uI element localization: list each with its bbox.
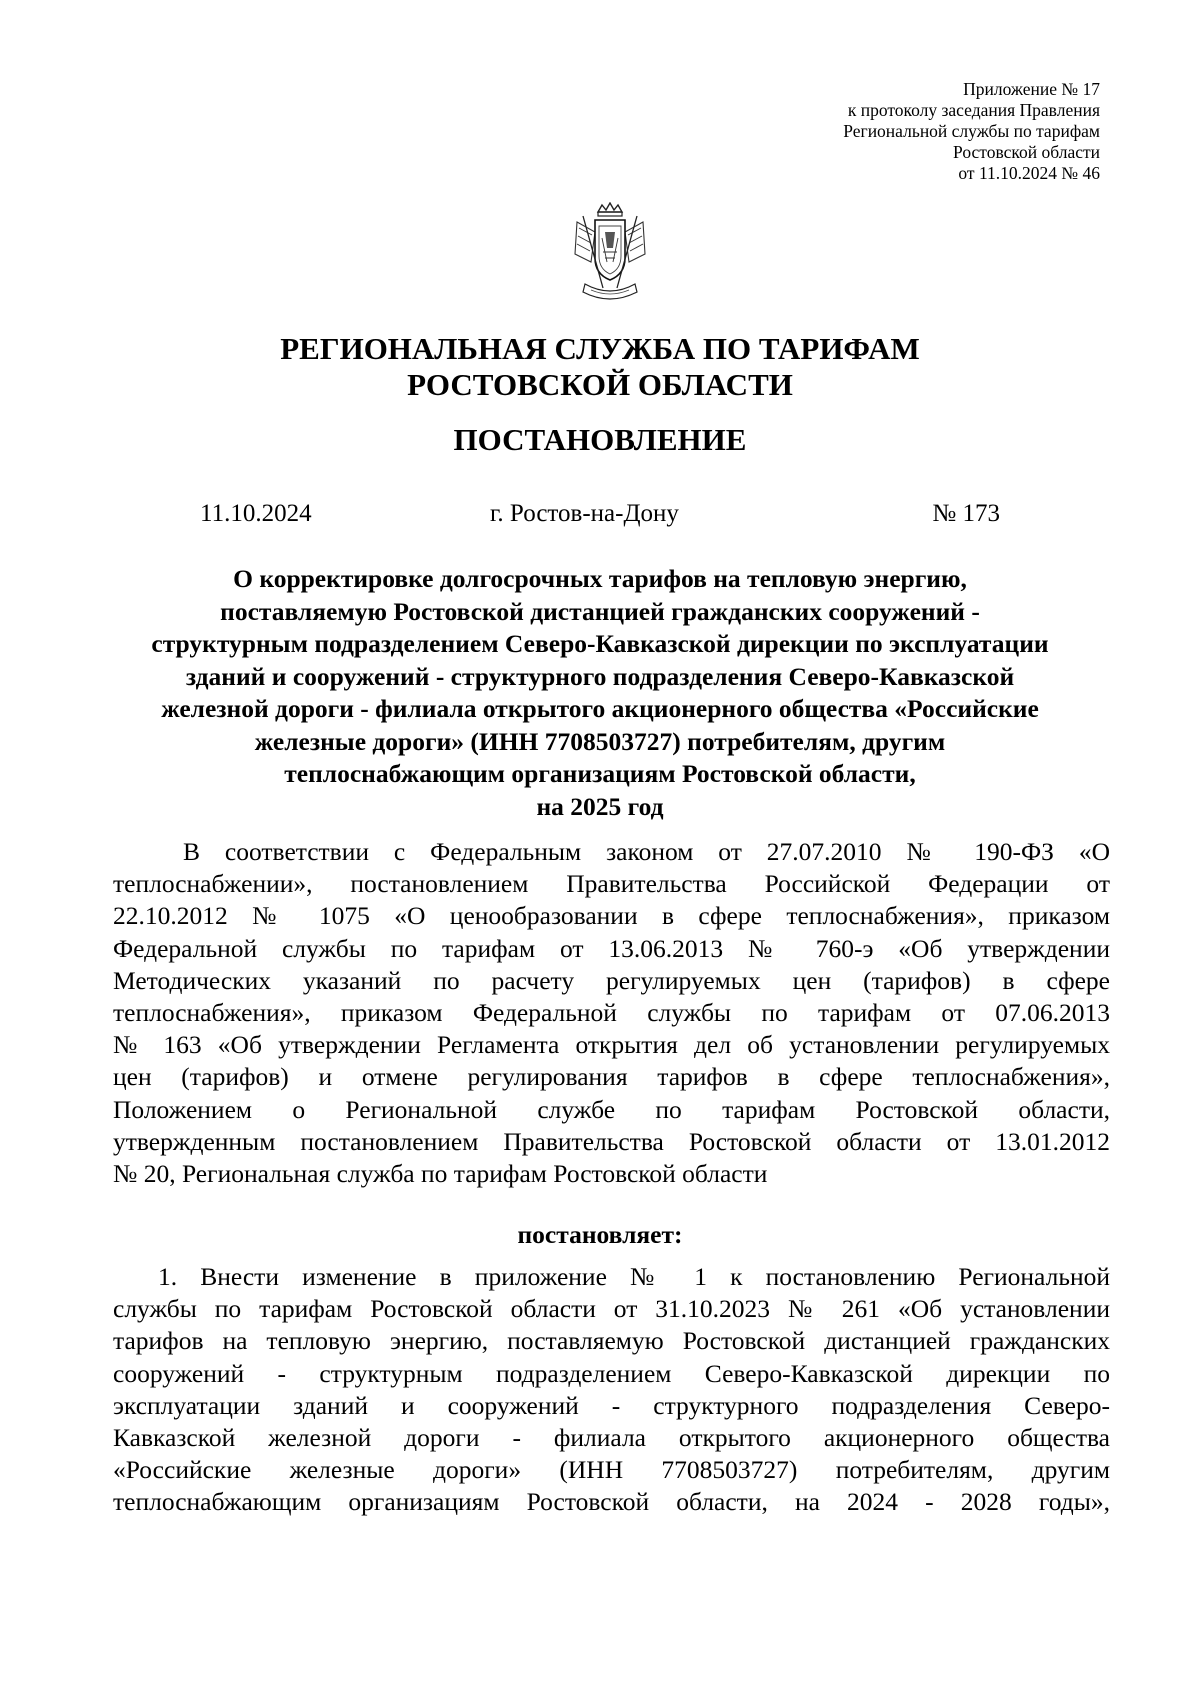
organization-title-line: РОСТОВСКОЙ ОБЛАСТИ (407, 367, 793, 402)
document-number: № 173 (932, 500, 1000, 527)
clause-line: теплоснабжающим организациям Ростовской области, на 2024 - 2028 годы», (113, 1487, 1110, 1517)
clause-line: эксплуатации зданий и сооружений - структурного подразделения Северо- (113, 1390, 1110, 1420)
preamble-line: № 163 «Об утверждении Регламента открытия дел об установлении регулируемых (113, 1030, 1110, 1060)
resolve-heading: постановляет: (517, 1220, 683, 1249)
document-subject (110, 563, 1090, 823)
preamble-line: Федеральной службы по тарифам от 13.06.2013 № 760-э «Об утверждении (113, 933, 1110, 963)
subject-line: поставляемую Ростовской дистанцией гражданских сооружений - (220, 596, 980, 626)
preamble-line: Положением о Региональной службе по тарифам Ростовской области, (113, 1094, 1110, 1124)
subject-line: на 2025 год (536, 791, 664, 821)
subject-line: О корректировке долгосрочных тарифов на тепловую энергию, (233, 564, 967, 593)
clause-line: службы по тарифам Ростовской области от 31.10.2023 № 261 «Об установлении (113, 1294, 1110, 1324)
clause-line: сооружений - структурным подразделением Северо-Кавказской дирекции по (113, 1358, 1110, 1388)
appendix-line: Приложение № 17 (963, 79, 1100, 99)
preamble-line: теплоснабжении», постановлением Правительства Российской Федерации от (113, 869, 1110, 899)
organization-title-line: РЕГИОНАЛЬНАЯ СЛУЖБА ПО ТАРИФАМ (280, 331, 920, 366)
organization-title (100, 331, 1100, 403)
subject-line: структурным подразделением Северо-Кавказской дирекции по эксплуатации (151, 629, 1049, 658)
document-type: ПОСТАНОВЛЕНИЕ (453, 422, 747, 457)
subject-line: железной дороги - филиала открытого акционерного общества «Российские (161, 694, 1039, 723)
appendix-line: Ростовской области (953, 142, 1100, 162)
clause-line: тарифов на тепловую энергию, поставляемую Ростовской дистанцией гражданских (113, 1326, 1110, 1356)
preamble-line: теплоснабжения», приказом Федеральной службы по тарифам от 07.06.2013 (113, 998, 1110, 1028)
preamble-line: утвержденным постановлением Правительства Ростовской области от 13.01.2012 (113, 1126, 1110, 1156)
preamble-paragraph (113, 836, 1110, 1190)
document-date: 11.10.2024 (200, 500, 312, 527)
preamble-line: 22.10.2012 № 1075 «О ценообразовании в сфере теплоснабжения», приказом (113, 901, 1110, 931)
document-city: г. Ростов-на-Дону (490, 500, 679, 527)
preamble-line: В соответствии с Федеральным законом от 27.07.2010 № 190-ФЗ «О (183, 837, 1110, 866)
coat-of-arms-icon (565, 202, 655, 306)
preamble-line: № 20, Региональная служба по тарифам Ростовской области (113, 1159, 768, 1189)
subject-line: зданий и сооружений - структурного подразделения Северо-Кавказской (185, 661, 1015, 691)
appendix-note (580, 79, 1100, 184)
subject-line: теплоснабжающим организациям Ростовской области, (284, 759, 916, 788)
preamble-line: Методических указаний по расчету регулируемых цен (тарифов) в сфере (113, 965, 1110, 995)
appendix-line: к протоколу заседания Правления (847, 100, 1100, 120)
subject-line: железные дороги» (ИНН 7708503727) потребителям, другим (254, 726, 946, 756)
clause-line: Кавказской железной дороги - филиала открытого акционерного общества (113, 1423, 1110, 1453)
appendix-line: от 11.10.2024 № 46 (958, 163, 1100, 183)
preamble-line: цен (тарифов) и отмене регулирования тарифов в сфере теплоснабжения», (113, 1062, 1110, 1092)
clause-line: 1. Внести изменение в приложение № 1 к постановлению Региональной (158, 1262, 1110, 1291)
document-meta (0, 497, 1200, 531)
clause-1-paragraph (113, 1261, 1110, 1519)
clause-line: «Российские железные дороги» (ИНН 7708503727) потребителям, другим (113, 1455, 1110, 1485)
appendix-line: Региональной службы по тарифам (843, 121, 1100, 141)
